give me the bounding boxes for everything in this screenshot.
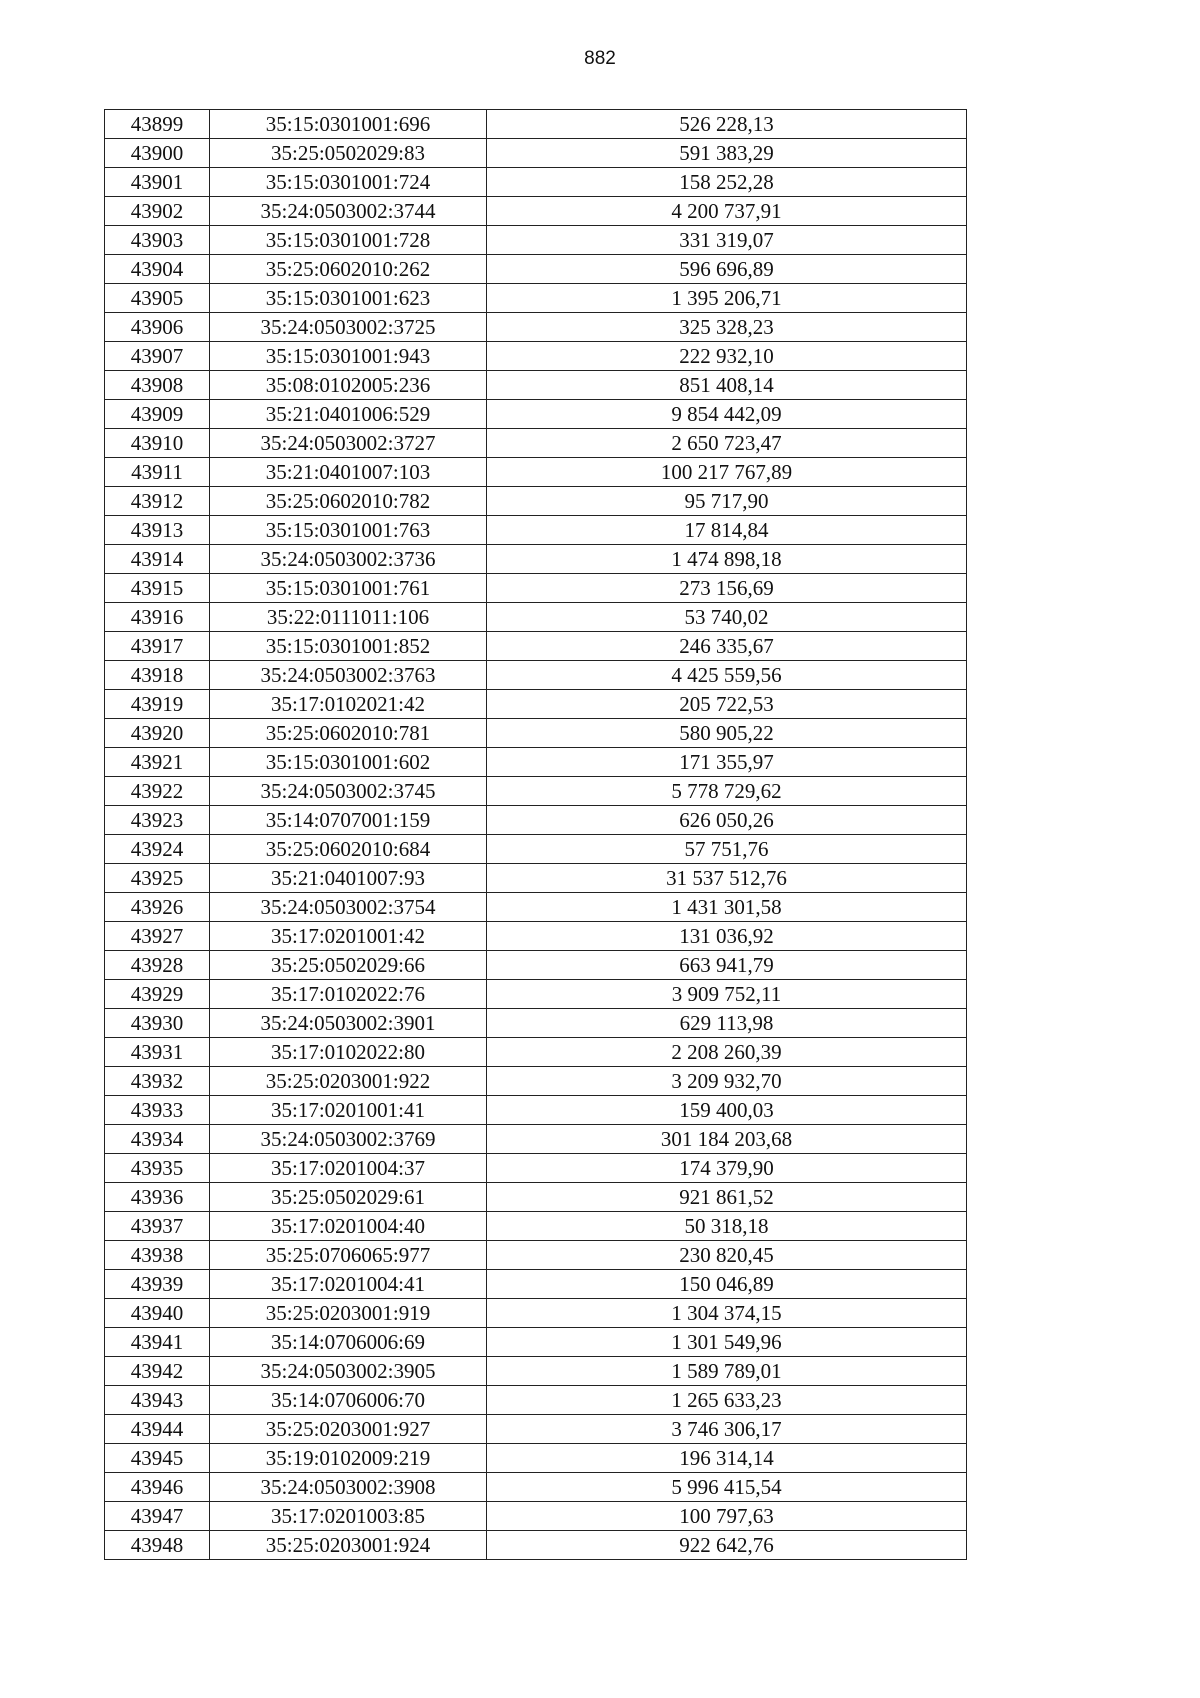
- cadastral-number-cell: 35:25:0203001:919: [210, 1299, 487, 1328]
- table-row: [105, 719, 967, 748]
- cadastral-value-cell: 626 050,26: [487, 806, 967, 835]
- table-row: [105, 226, 967, 255]
- cadastral-number-cell: 35:24:0503002:3745: [210, 777, 487, 806]
- cadastral-value-cell: 158 252,28: [487, 168, 967, 197]
- cadastral-value-cell: 1 474 898,18: [487, 545, 967, 574]
- row-number-cell: 43947: [105, 1502, 210, 1531]
- cadastral-number-cell: 35:24:0503002:3763: [210, 661, 487, 690]
- cadastral-number-cell: 35:08:0102005:236: [210, 371, 487, 400]
- row-number-cell: 43927: [105, 922, 210, 951]
- table-row: [105, 1328, 967, 1357]
- table-row: [105, 545, 967, 574]
- row-number-cell: 43926: [105, 893, 210, 922]
- cadastral-number-cell: 35:25:0203001:927: [210, 1415, 487, 1444]
- row-number-cell: 43931: [105, 1038, 210, 1067]
- table-row: [105, 110, 967, 139]
- cadastral-value-cell: 1 301 549,96: [487, 1328, 967, 1357]
- cadastral-value-cell: 205 722,53: [487, 690, 967, 719]
- row-number-cell: 43909: [105, 400, 210, 429]
- cadastral-value-cell: 3 746 306,17: [487, 1415, 967, 1444]
- table-row: [105, 1502, 967, 1531]
- table-row: [105, 864, 967, 893]
- table-row: [105, 1096, 967, 1125]
- cadastral-number-cell: 35:24:0503002:3901: [210, 1009, 487, 1038]
- cadastral-value-cell: 31 537 512,76: [487, 864, 967, 893]
- table-row: [105, 371, 967, 400]
- cadastral-number-cell: 35:14:0706006:70: [210, 1386, 487, 1415]
- table-row: [105, 1415, 967, 1444]
- cadastral-value-cell: 131 036,92: [487, 922, 967, 951]
- table-row: [105, 458, 967, 487]
- table-row: [105, 1473, 967, 1502]
- row-number-cell: 43903: [105, 226, 210, 255]
- table-row: [105, 516, 967, 545]
- cadastral-value-cell: 57 751,76: [487, 835, 967, 864]
- row-number-cell: 43899: [105, 110, 210, 139]
- table-row: [105, 951, 967, 980]
- table-row: [105, 748, 967, 777]
- cadastral-number-cell: 35:17:0102022:80: [210, 1038, 487, 1067]
- row-number-cell: 43913: [105, 516, 210, 545]
- row-number-cell: 43934: [105, 1125, 210, 1154]
- row-number-cell: 43900: [105, 139, 210, 168]
- table-row: [105, 690, 967, 719]
- row-number-cell: 43946: [105, 1473, 210, 1502]
- row-number-cell: 43916: [105, 603, 210, 632]
- row-number-cell: 43902: [105, 197, 210, 226]
- cadastral-value-table: [104, 109, 967, 1560]
- cadastral-number-cell: 35:21:0401006:529: [210, 400, 487, 429]
- table-row: [105, 835, 967, 864]
- cadastral-number-cell: 35:15:0301001:623: [210, 284, 487, 313]
- cadastral-value-cell: 580 905,22: [487, 719, 967, 748]
- table-row: [105, 1241, 967, 1270]
- table-row: [105, 1386, 967, 1415]
- cadastral-number-cell: 35:24:0503002:3769: [210, 1125, 487, 1154]
- cadastral-number-cell: 35:17:0201001:42: [210, 922, 487, 951]
- cadastral-number-cell: 35:24:0503002:3736: [210, 545, 487, 574]
- row-number-cell: 43939: [105, 1270, 210, 1299]
- row-number-cell: 43920: [105, 719, 210, 748]
- cadastral-value-cell: 53 740,02: [487, 603, 967, 632]
- table-row: [105, 777, 967, 806]
- cadastral-number-cell: 35:25:0602010:781: [210, 719, 487, 748]
- row-number-cell: 43911: [105, 458, 210, 487]
- cadastral-value-cell: 5 996 415,54: [487, 1473, 967, 1502]
- cadastral-number-cell: 35:15:0301001:763: [210, 516, 487, 545]
- table-row: [105, 922, 967, 951]
- row-number-cell: 43925: [105, 864, 210, 893]
- cadastral-number-cell: 35:25:0706065:977: [210, 1241, 487, 1270]
- cadastral-number-cell: 35:17:0201003:85: [210, 1502, 487, 1531]
- cadastral-number-cell: 35:25:0502029:83: [210, 139, 487, 168]
- row-number-cell: 43921: [105, 748, 210, 777]
- cadastral-value-cell: 230 820,45: [487, 1241, 967, 1270]
- table-row: [105, 1299, 967, 1328]
- cadastral-value-cell: 1 395 206,71: [487, 284, 967, 313]
- cadastral-number-cell: 35:24:0503002:3905: [210, 1357, 487, 1386]
- table-row: [105, 1270, 967, 1299]
- row-number-cell: 43941: [105, 1328, 210, 1357]
- cadastral-number-cell: 35:22:0111011:106: [210, 603, 487, 632]
- row-number-cell: 43948: [105, 1531, 210, 1560]
- table-row: [105, 313, 967, 342]
- table-row: [105, 806, 967, 835]
- table-row: [105, 1125, 967, 1154]
- cadastral-number-cell: 35:15:0301001:943: [210, 342, 487, 371]
- cadastral-number-cell: 35:17:0102022:76: [210, 980, 487, 1009]
- page-number: 882: [584, 48, 616, 69]
- table-row: [105, 255, 967, 284]
- row-number-cell: 43940: [105, 1299, 210, 1328]
- row-number-cell: 43944: [105, 1415, 210, 1444]
- cadastral-number-cell: 35:17:0201001:41: [210, 1096, 487, 1125]
- cadastral-number-cell: 35:21:0401007:93: [210, 864, 487, 893]
- table-row: [105, 197, 967, 226]
- row-number-cell: 43901: [105, 168, 210, 197]
- cadastral-number-cell: 35:24:0503002:3727: [210, 429, 487, 458]
- row-number-cell: 43906: [105, 313, 210, 342]
- cadastral-number-cell: 35:21:0401007:103: [210, 458, 487, 487]
- table-row: [105, 603, 967, 632]
- cadastral-number-cell: 35:15:0301001:852: [210, 632, 487, 661]
- table-row: [105, 1154, 967, 1183]
- cadastral-value-cell: 591 383,29: [487, 139, 967, 168]
- table-row: [105, 1357, 967, 1386]
- row-number-cell: 43945: [105, 1444, 210, 1473]
- cadastral-value-cell: 3 909 752,11: [487, 980, 967, 1009]
- cadastral-number-cell: 35:14:0707001:159: [210, 806, 487, 835]
- cadastral-number-cell: 35:25:0602010:262: [210, 255, 487, 284]
- cadastral-number-cell: 35:15:0301001:696: [210, 110, 487, 139]
- cadastral-value-cell: 4 425 559,56: [487, 661, 967, 690]
- table-row: [105, 1067, 967, 1096]
- cadastral-value-cell: 100 217 767,89: [487, 458, 967, 487]
- cadastral-value-cell: 331 319,07: [487, 226, 967, 255]
- cadastral-value-cell: 325 328,23: [487, 313, 967, 342]
- cadastral-number-cell: 35:25:0602010:684: [210, 835, 487, 864]
- cadastral-value-cell: 246 335,67: [487, 632, 967, 661]
- table-row: [105, 1009, 967, 1038]
- row-number-cell: 43919: [105, 690, 210, 719]
- table-row: [105, 661, 967, 690]
- table-row: [105, 1444, 967, 1473]
- cadastral-value-cell: 922 642,76: [487, 1531, 967, 1560]
- cadastral-value-cell: 17 814,84: [487, 516, 967, 545]
- row-number-cell: 43923: [105, 806, 210, 835]
- row-number-cell: 43935: [105, 1154, 210, 1183]
- row-number-cell: 43922: [105, 777, 210, 806]
- cadastral-value-cell: 3 209 932,70: [487, 1067, 967, 1096]
- table-row: [105, 1531, 967, 1560]
- row-number-cell: 43924: [105, 835, 210, 864]
- cadastral-value-cell: 663 941,79: [487, 951, 967, 980]
- table-row: [105, 342, 967, 371]
- row-number-cell: 43932: [105, 1067, 210, 1096]
- cadastral-value-cell: 4 200 737,91: [487, 197, 967, 226]
- cadastral-value-cell: 171 355,97: [487, 748, 967, 777]
- cadastral-value-cell: 851 408,14: [487, 371, 967, 400]
- table-row: [105, 1212, 967, 1241]
- cadastral-value-cell: 273 156,69: [487, 574, 967, 603]
- cadastral-number-cell: 35:17:0201004:37: [210, 1154, 487, 1183]
- cadastral-value-cell: 95 717,90: [487, 487, 967, 516]
- cadastral-number-cell: 35:24:0503002:3725: [210, 313, 487, 342]
- cadastral-value-cell: 1 589 789,01: [487, 1357, 967, 1386]
- table-row: [105, 168, 967, 197]
- table-row: [105, 139, 967, 168]
- cadastral-value-cell: 629 113,98: [487, 1009, 967, 1038]
- cadastral-number-cell: 35:14:0706006:69: [210, 1328, 487, 1357]
- cadastral-value-cell: 1 431 301,58: [487, 893, 967, 922]
- cadastral-value-cell: 2 208 260,39: [487, 1038, 967, 1067]
- cadastral-value-cell: 921 861,52: [487, 1183, 967, 1212]
- cadastral-value-cell: 1 304 374,15: [487, 1299, 967, 1328]
- cadastral-number-cell: 35:15:0301001:724: [210, 168, 487, 197]
- row-number-cell: 43917: [105, 632, 210, 661]
- table-row: [105, 980, 967, 1009]
- cadastral-value-cell: 9 854 442,09: [487, 400, 967, 429]
- row-number-cell: 43929: [105, 980, 210, 1009]
- row-number-cell: 43928: [105, 951, 210, 980]
- row-number-cell: 43936: [105, 1183, 210, 1212]
- cadastral-number-cell: 35:24:0503002:3754: [210, 893, 487, 922]
- cadastral-number-cell: 35:25:0602010:782: [210, 487, 487, 516]
- row-number-cell: 43937: [105, 1212, 210, 1241]
- table-row: [105, 574, 967, 603]
- cadastral-value-cell: 301 184 203,68: [487, 1125, 967, 1154]
- row-number-cell: 43938: [105, 1241, 210, 1270]
- cadastral-value-cell: 150 046,89: [487, 1270, 967, 1299]
- table-row: [105, 429, 967, 458]
- cadastral-value-cell: 5 778 729,62: [487, 777, 967, 806]
- row-number-cell: 43933: [105, 1096, 210, 1125]
- row-number-cell: 43943: [105, 1386, 210, 1415]
- cadastral-value-cell: 596 696,89: [487, 255, 967, 284]
- table-row: [105, 284, 967, 313]
- cadastral-value-cell: 100 797,63: [487, 1502, 967, 1531]
- cadastral-number-cell: 35:17:0201004:40: [210, 1212, 487, 1241]
- cadastral-number-cell: 35:15:0301001:728: [210, 226, 487, 255]
- cadastral-value-cell: 526 228,13: [487, 110, 967, 139]
- row-number-cell: 43915: [105, 574, 210, 603]
- table-row: [105, 632, 967, 661]
- cadastral-number-cell: 35:19:0102009:219: [210, 1444, 487, 1473]
- cadastral-number-cell: 35:17:0201004:41: [210, 1270, 487, 1299]
- row-number-cell: 43918: [105, 661, 210, 690]
- row-number-cell: 43904: [105, 255, 210, 284]
- cadastral-number-cell: 35:15:0301001:761: [210, 574, 487, 603]
- row-number-cell: 43912: [105, 487, 210, 516]
- row-number-cell: 43910: [105, 429, 210, 458]
- row-number-cell: 43942: [105, 1357, 210, 1386]
- cadastral-value-cell: 159 400,03: [487, 1096, 967, 1125]
- table-row: [105, 893, 967, 922]
- table-body: [105, 110, 967, 1560]
- cadastral-number-cell: 35:24:0503002:3744: [210, 197, 487, 226]
- cadastral-value-cell: 196 314,14: [487, 1444, 967, 1473]
- cadastral-value-cell: 1 265 633,23: [487, 1386, 967, 1415]
- cadastral-number-cell: 35:15:0301001:602: [210, 748, 487, 777]
- table-row: [105, 1183, 967, 1212]
- cadastral-value-cell: 50 318,18: [487, 1212, 967, 1241]
- cadastral-number-cell: 35:17:0102021:42: [210, 690, 487, 719]
- row-number-cell: 43930: [105, 1009, 210, 1038]
- cadastral-number-cell: 35:25:0502029:66: [210, 951, 487, 980]
- row-number-cell: 43908: [105, 371, 210, 400]
- row-number-cell: 43907: [105, 342, 210, 371]
- cadastral-number-cell: 35:25:0203001:924: [210, 1531, 487, 1560]
- cadastral-number-cell: 35:25:0502029:61: [210, 1183, 487, 1212]
- row-number-cell: 43905: [105, 284, 210, 313]
- cadastral-number-cell: 35:24:0503002:3908: [210, 1473, 487, 1502]
- cadastral-value-cell: 2 650 723,47: [487, 429, 967, 458]
- table-row: [105, 487, 967, 516]
- row-number-cell: 43914: [105, 545, 210, 574]
- cadastral-number-cell: 35:25:0203001:922: [210, 1067, 487, 1096]
- table-row: [105, 400, 967, 429]
- table-row: [105, 1038, 967, 1067]
- cadastral-value-cell: 174 379,90: [487, 1154, 967, 1183]
- cadastral-value-cell: 222 932,10: [487, 342, 967, 371]
